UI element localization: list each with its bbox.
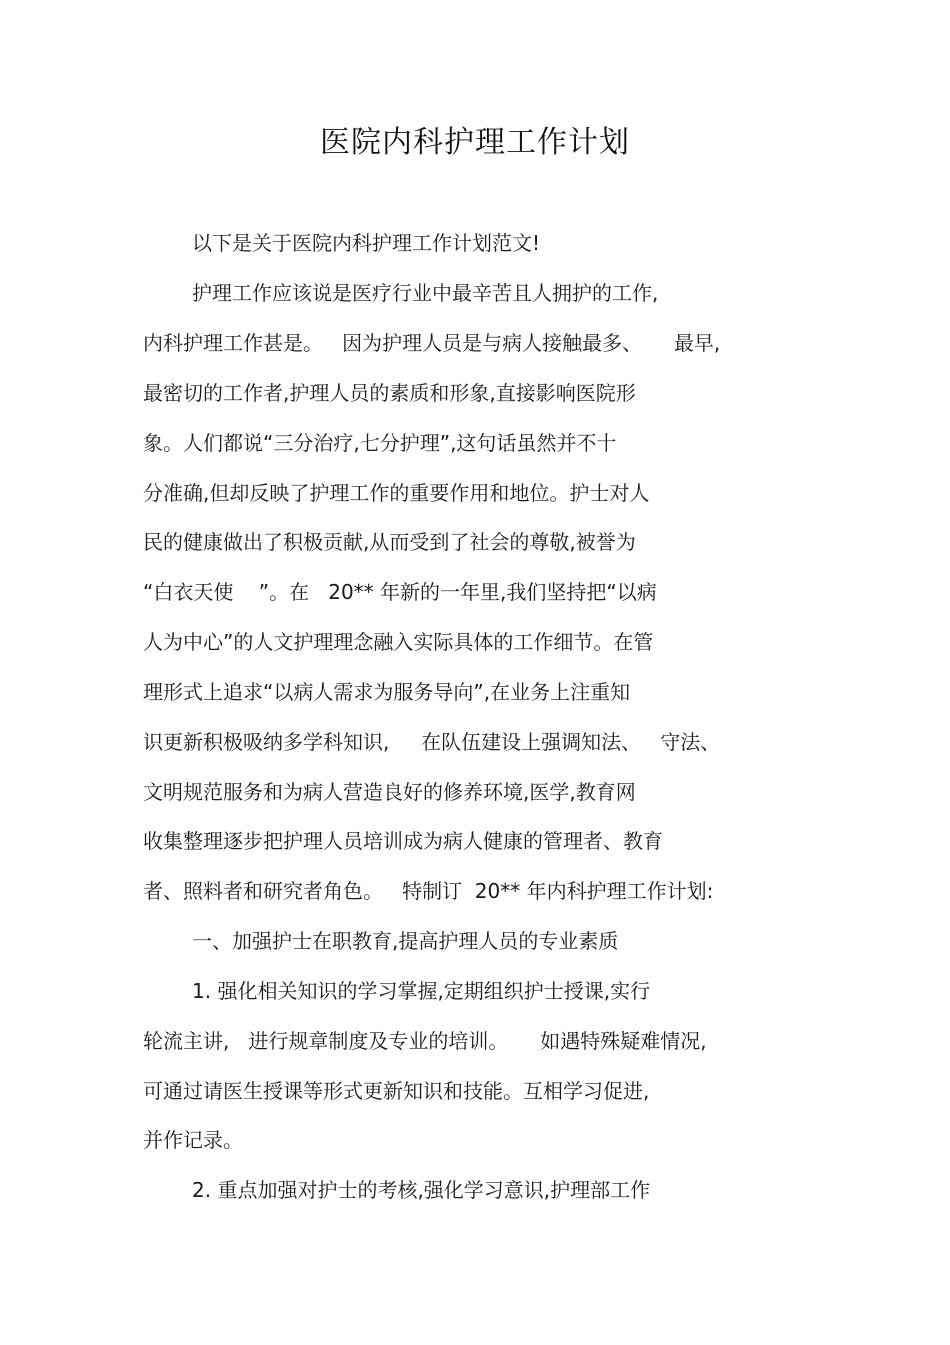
paragraph-line: 1. 强化相关知识的学习掌握,定期组织护士授课,实行	[192, 979, 651, 1003]
paragraph-line: 内科护理工作甚是。 因为护理人员是与病人接触最多、 最早,	[143, 331, 721, 355]
paragraph-line: 理形式上追求“以病人需求为服务导向”,在业务上注重知	[143, 680, 631, 704]
paragraph-line: 2. 重点加强对护士的考核,强化学习意识,护理部工作	[192, 1178, 651, 1202]
document-title: 医院内科护理工作计划	[320, 125, 630, 160]
paragraph-line: 分准确,但却反映了护理工作的重要作用和地位。护士对人	[143, 481, 650, 505]
paragraph-line: 最密切的工作者,护理人员的素质和形象,直接影响医院形	[143, 381, 636, 405]
paragraph-line: 民的健康做出了积极贡献,从而受到了社会的尊敬,被誉为	[143, 530, 636, 554]
paragraph-line: 可通过请医生授课等形式更新知识和技能。互相学习促进,	[143, 1079, 650, 1103]
paragraph-line: 轮流主讲, 进行规章制度及专业的培训。 如遇特殊疑难情况,	[143, 1029, 707, 1053]
paragraph-line: 象。人们都说“三分治疗,七分护理”,这句话虽然并不十	[143, 431, 617, 455]
paragraph-line: 人为中心”的人文护理理念融入实际具体的工作细节。在管	[143, 630, 654, 654]
paragraph-line: “白衣天使 ”。在 20** 年新的一年里,我们坚持把“以病	[143, 580, 657, 604]
paragraph-line: 并作记录。	[143, 1128, 243, 1152]
paragraph-line: 文明规范服务和为病人营造良好的修养环境,医学,教育网	[143, 780, 636, 804]
paragraph-line: 护理工作应该说是医疗行业中最辛苦且人拥护的工作,	[192, 281, 659, 305]
paragraph-line: 者、照料者和研究者角色。 特制订 20** 年内科护理工作计划:	[143, 879, 714, 903]
paragraph-line-intro: 以下是关于医院内科护理工作计划范文!	[192, 231, 541, 255]
section-heading: 一、加强护士在职教育,提高护理人员的专业素质	[192, 929, 619, 953]
paragraph-line: 收集整理逐步把护理人员培训成为病人健康的管理者、教育	[143, 829, 663, 853]
paragraph-line: 识更新积极吸纳多学科知识, 在队伍建设上强调知法、 守法、	[143, 730, 721, 754]
